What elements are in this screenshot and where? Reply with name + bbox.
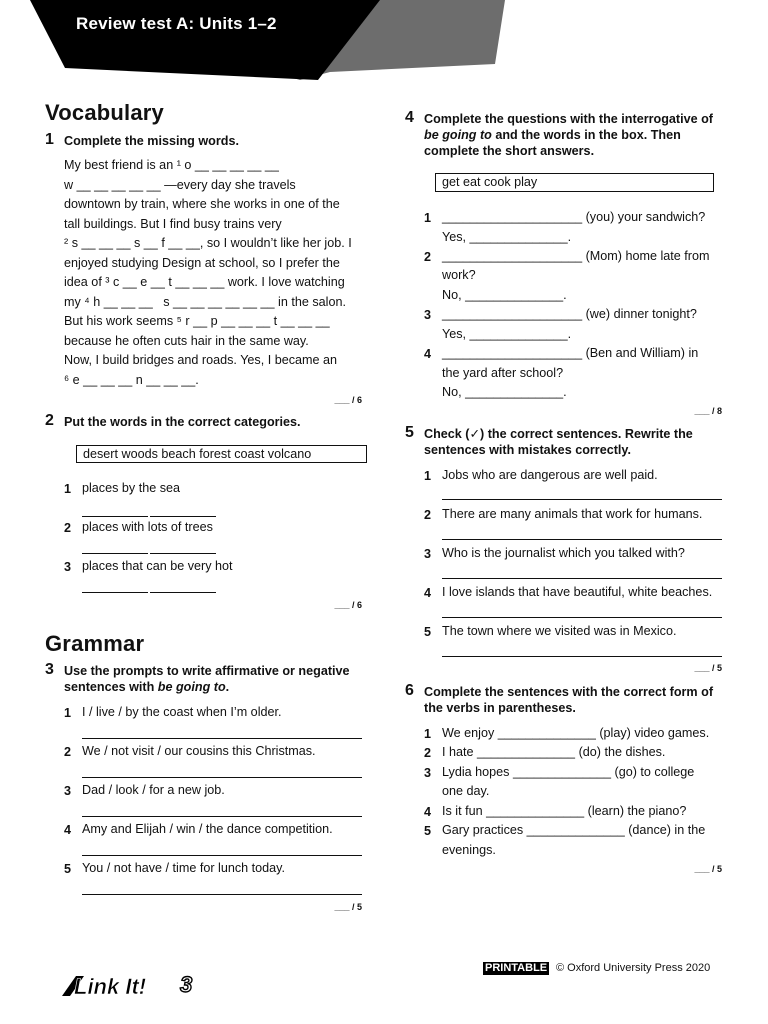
exercise-1-line: Now, I build bridges and roads. Yes, I became an [64, 353, 338, 367]
exercise-3-number: 3 [45, 661, 54, 678]
exercise-4-item-4-question-cont: the yard after school? [442, 366, 564, 380]
exercise-3-instruction-line1: Use the prompts to write affirmative or negative [64, 664, 350, 678]
exercise-3-item-2-text: We / not visit / our cousins this Christmas. [82, 744, 316, 758]
exercise-6-item-5-text: Gary practices ______________ (dance) in the [442, 823, 706, 837]
exercise-5-number: 5 [405, 424, 414, 441]
exercise-6-item-5-number: 5 [424, 824, 432, 838]
exercise-4-instruction [424, 111, 734, 159]
exercise-4-item-1-number: 1 [424, 211, 432, 225]
printable-label: PRINTABLE [485, 962, 548, 974]
exercise-3-item-1-number: 1 [64, 706, 72, 720]
exercise-1-line: ⁶ e __ __ __ n __ __ __. [64, 372, 199, 387]
exercise-6-item-3-number: 3 [424, 766, 432, 780]
exercise-4-item-4-number: 4 [424, 347, 432, 361]
exercise-4-item-2-number: 2 [424, 250, 432, 264]
answer-line[interactable] [82, 855, 362, 856]
exercise-2-item-3-number: 3 [64, 560, 72, 574]
answer-line[interactable] [82, 553, 148, 554]
exercise-6-instruction-line2: the verbs in parentheses. [424, 701, 576, 715]
exercise-2-item-3-text: places that can be very hot [82, 559, 233, 573]
exercise-6-item-2-number: 2 [424, 746, 432, 760]
exercise-5-item-5-number: 5 [424, 625, 432, 639]
svg-text:Link It!: Link It! [74, 974, 147, 999]
answer-line[interactable] [150, 516, 216, 517]
exercise-1-line: idea of ³ c __ e __ t __ __ __ work. I love watching [64, 275, 345, 289]
answer-line[interactable] [150, 592, 216, 593]
exercise-3-item-4-text: Amy and Elijah / win / the dance competition. [82, 822, 333, 836]
exercise-5-item-2-number: 2 [424, 508, 432, 522]
exercise-4-instruction-line2b: and the words in the box. Then [491, 128, 681, 142]
exercise-4-item-4-answer: No, ______________. [442, 385, 567, 399]
answer-line[interactable] [82, 592, 148, 593]
exercise-6-instruction [424, 684, 734, 716]
exercise-5-instruction-line1: Check (✓) the correct sentences. Rewrite the [424, 427, 693, 441]
link-it-logo [62, 970, 210, 1005]
exercise-4-item-2-answer: No, ______________. [442, 288, 567, 302]
exercise-3-instruction-line2b: be going to [157, 680, 226, 694]
exercise-5-item-1-number: 1 [424, 469, 432, 483]
answer-line[interactable] [442, 499, 722, 500]
exercise-1-line: But his work seems ⁵ r __ p __ __ __ t __ __ __ [64, 314, 330, 328]
exercise-1-line: My best friend is an ¹ o __ __ __ __ __ [64, 158, 279, 172]
answer-line[interactable] [442, 656, 722, 657]
exercise-6-score: ___ / 5 [694, 864, 722, 874]
exercise-1-line: w __ __ __ __ __ —every day she travels [64, 177, 296, 192]
answer-line[interactable] [442, 617, 722, 618]
vocabulary-heading: Vocabulary [45, 100, 164, 125]
exercise-2-item-1-text: places by the sea [82, 481, 181, 495]
exercise-6-item-5-text-cont: evenings. [442, 843, 496, 857]
exercise-4-item-3-answer: Yes, ______________. [442, 327, 572, 341]
exercise-1-line: tall buildings. But I find busy trains very [64, 216, 282, 231]
exercise-5-item-2-text: There are many animals that work for humans. [442, 507, 703, 521]
exercise-5-score: ___ / 5 [694, 663, 722, 673]
exercise-6-item-1-number: 1 [424, 727, 432, 741]
exercise-4-item-1-question: ____________________ (you) your sandwich? [442, 210, 706, 224]
exercise-6-instruction-line1: Complete the sentences with the correct form of [424, 685, 714, 699]
exercise-1-line: enjoyed studying Design at school, so I prefer the [64, 255, 340, 270]
exercise-3-item-3-number: 3 [64, 784, 72, 798]
exercise-4-word-box: get eat cook play [435, 173, 714, 192]
exercise-6-item-4-number: 4 [424, 805, 432, 819]
exercise-5-item-1-text: Jobs who are dangerous are well paid. [442, 468, 658, 482]
exercise-4-instruction-line2a: be going to [424, 128, 492, 142]
exercise-3-item-5-number: 5 [64, 862, 72, 876]
exercise-6-item-4-text: Is it fun ______________ (learn) the piano? [442, 804, 687, 818]
exercise-3-score: ___ / 5 [334, 902, 362, 912]
exercise-2-score: ___ / 6 [334, 600, 362, 610]
answer-line[interactable] [442, 578, 722, 579]
answer-line[interactable] [442, 539, 722, 540]
answer-line[interactable] [82, 777, 362, 778]
exercise-2-number: 2 [45, 412, 54, 429]
exercise-6-item-1-text: We enjoy ______________ (play) video games. [442, 726, 710, 740]
exercise-5-item-5-text: The town where we visited was in Mexico. [442, 624, 677, 638]
exercise-1-line: my ⁴ h __ __ __ s __ __ __ __ __ __ in the salon. [64, 294, 346, 309]
banner-shape [0, 0, 768, 85]
exercise-5-instruction [424, 426, 734, 458]
exercise-4-instruction-line1: Complete the questions with the interrogative of [424, 112, 713, 126]
exercise-1-line: ² s __ __ __ s __ f __ __, so I wouldn’t like her job. I [64, 236, 352, 250]
exercise-1-paragraph [64, 156, 364, 390]
exercise-1-score: ___ / 6 [334, 395, 362, 405]
exercise-4-item-3-question: ____________________ (we) dinner tonight? [442, 307, 697, 321]
exercise-6-item-2-text: I hate ______________ (do) the dishes. [442, 745, 666, 759]
exercise-4-item-1-answer: Yes, ______________. [442, 230, 572, 244]
exercise-1-number: 1 [45, 131, 54, 148]
exercise-4-instruction-line3: complete the short answers. [424, 144, 595, 158]
svg-text:3: 3 [180, 972, 193, 997]
exercise-6-item-3-text: Lydia hopes ______________ (go) to college [442, 765, 695, 779]
exercise-3-item-5-text: You / not have / time for lunch today. [82, 861, 286, 875]
exercise-4-item-4-question: ____________________ (Ben and William) in [442, 346, 699, 360]
exercise-5-item-4-number: 4 [424, 586, 432, 600]
exercise-4-item-3-number: 3 [424, 308, 432, 322]
exercise-3-item-4-number: 4 [64, 823, 72, 837]
answer-line[interactable] [150, 553, 216, 554]
exercise-6-number: 6 [405, 682, 414, 699]
exercise-2-instruction: Put the words in the correct categories. [64, 415, 301, 429]
exercise-2-word-box: desert woods beach forest coast volcano [76, 445, 367, 463]
exercise-1-line: because he often cuts hair in the same way. [64, 333, 309, 348]
exercise-4-item-2-question: ____________________ (Mom) home late from [442, 249, 710, 263]
copyright-text: © Oxford University Press 2020 [556, 962, 711, 974]
exercise-2-item-2-number: 2 [64, 521, 72, 535]
exercise-6-item-3-text-cont: one day. [442, 784, 490, 798]
answer-line[interactable] [82, 738, 362, 739]
exercise-3-item-3-text: Dad / look / for a new job. [82, 783, 225, 797]
exercise-1-line: downtown by train, where she works in one of the [64, 197, 340, 211]
grammar-heading: Grammar [45, 631, 145, 656]
exercise-2-item-2-text: places with lots of trees [82, 520, 213, 534]
exercise-3-instruction-line2a: sentences with [64, 680, 158, 694]
exercise-3-item-2-number: 2 [64, 745, 72, 759]
exercise-3-instruction [64, 663, 364, 695]
exercise-5-item-3-number: 3 [424, 547, 432, 561]
exercise-3-item-1-text: I / live / by the coast when I’m older. [82, 705, 282, 719]
exercise-5-item-4-text: I love islands that have beautiful, white beaches. [442, 585, 713, 599]
page-title: Review test A: Units 1–2 [76, 14, 277, 33]
exercise-5-item-3-text: Who is the journalist which you talked with? [442, 546, 685, 560]
exercise-5-instruction-line2: sentences with mistakes correctly. [424, 443, 631, 457]
answer-line[interactable] [82, 816, 362, 817]
exercise-4-score: ___ / 8 [694, 406, 722, 416]
exercise-4-item-2-question-cont: work? [442, 268, 476, 282]
answer-line[interactable] [82, 894, 362, 895]
header-banner [0, 0, 768, 85]
exercise-2-item-1-number: 1 [64, 482, 72, 496]
exercise-1-instruction: Complete the missing words. [64, 134, 239, 148]
exercise-4-number: 4 [405, 109, 414, 126]
exercise-3-instruction-line2c: . [225, 680, 230, 694]
answer-line[interactable] [82, 516, 148, 517]
logo-icon [62, 970, 210, 1000]
